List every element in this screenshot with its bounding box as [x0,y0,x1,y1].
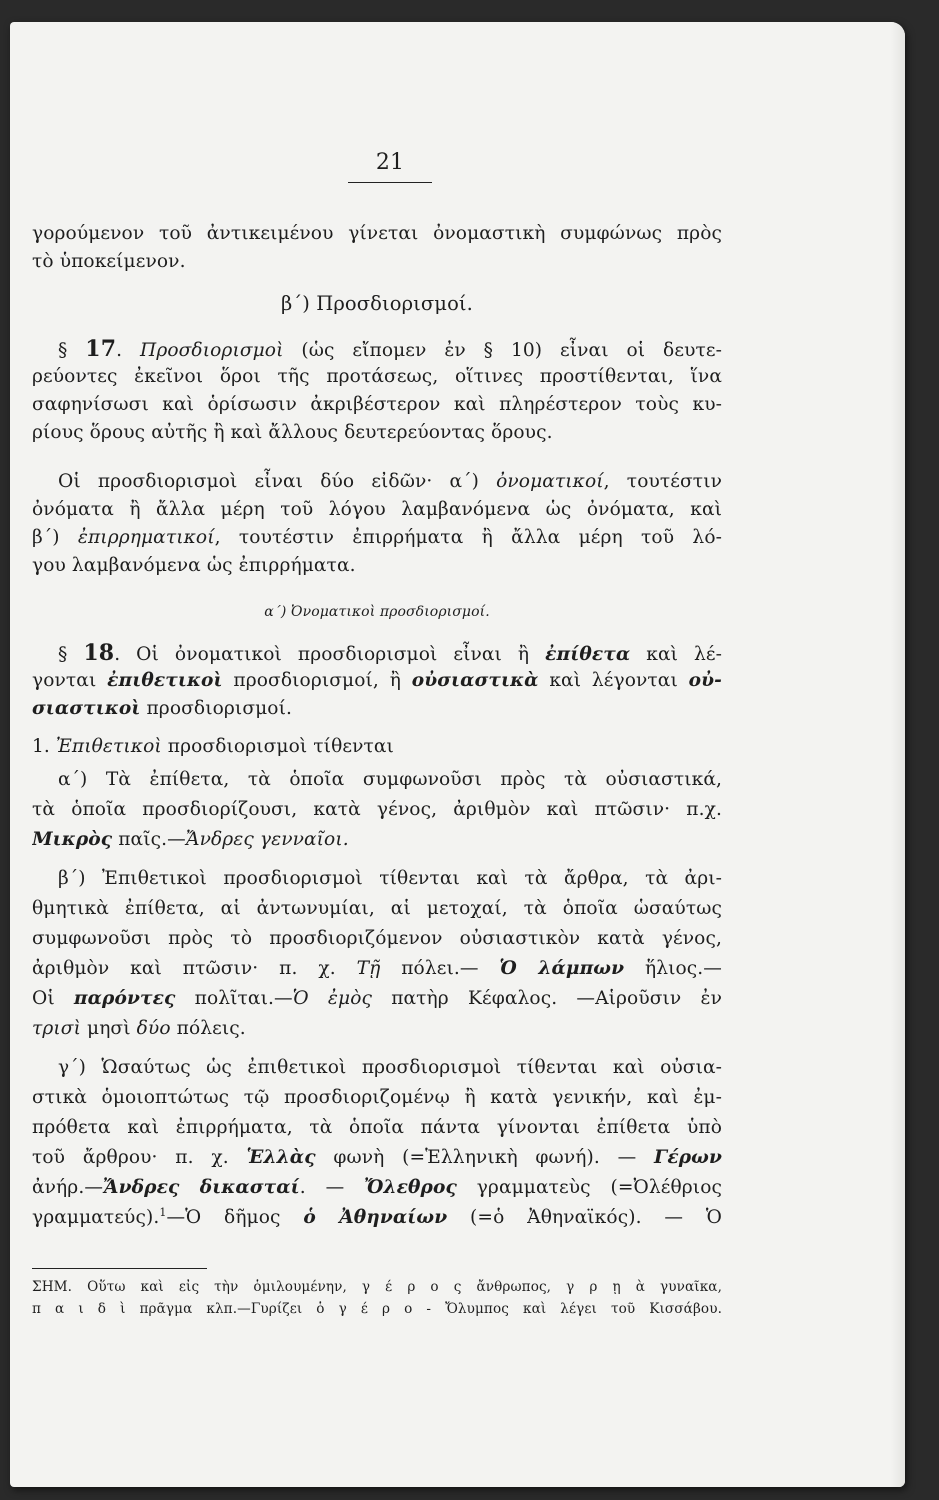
page-edge [891,22,905,1487]
text-line: ἀριθμὸν καὶ πτῶσιν· π. χ. Τῇ πόλει.— Ὁ λάμπων ἥλιος.— [32,958,722,979]
section-heading: β΄) Προσδιορισμοί. [281,292,473,315]
paragraph-18-start: § 18. Οἱ ὀνοματικοὶ προσδιορισμοὶ εἶναι ἢ ἐπίθετα καὶ λέ- [58,640,722,666]
text-line: τὰ ὁποῖα προσδιορίζουσι, κατὰ γένος, ἀριθμὸν καὶ πτῶσιν· π.χ. [32,799,722,820]
page-number-rule [348,182,432,183]
text-line: πρόθετα καὶ ἐπιρρήματα, τὰ ὁποῖα πάντα γίνονται ἐπίθετα ὑπὸ [32,1117,722,1138]
text-line: τοῦ ἄρθρου· π. χ. Ἑλλὰς φωνὴ (=Ἑλληνικὴ φωνή). — Γέρων [32,1147,722,1168]
subsection-heading: α΄) Ὀνοματικοὶ προσδιορισμοί. [264,604,490,620]
text-line: στικὰ ὁμοιοπτώτως τῷ προσδιοριζομένῳ ἢ κατὰ γενικήν, καὶ ἐμ- [32,1087,722,1108]
text-line: σαφηνίσωσι καὶ ὁρίσωσιν ἀκριβέστερον καὶ πληρέστερον τοὺς κυ- [32,394,722,415]
text-line: ρεύοντες ἐκεῖνοι ὅροι τῆς προτάσεως, οἵτινες προστίθενται, ἵνα [32,366,722,387]
text-line: ρίους ὅρους αὐτῆς ἢ καὶ ἄλλους δευτερεύοντας ὅρους. [32,422,553,443]
text-line: β΄) ἐπιρρηματικοί, τουτέστιν ἐπιρρήματα ἢ ἄλλα μέρη τοῦ λό- [32,527,722,548]
list-item-1: 1. Ἐπιθετικοὶ προσδιορισμοὶ τίθενται [32,736,394,757]
text-line: Οἱ προσδιορισμοὶ εἶναι δύο εἰδῶν· α΄) ὀνοματικοί, τουτέστιν [58,471,722,492]
text-line: σιαστικοὶ προσδιορισμοί. [32,698,292,719]
text-line: γ΄) Ὡσαύτως ὡς ἐπιθετικοὶ προσδιορισμοὶ τίθενται καὶ οὐσια- [58,1057,722,1078]
book-page [10,22,905,1487]
text-line: γορούμενον τοῦ ἀντικειμένου γίνεται ὀνομαστικὴ συμφώνως πρὸς [32,223,722,244]
text-line: ὀνόματα ἢ ἄλλα μέρη τοῦ λόγου λαμβανόμενα ὡς ὀνόματα, καὶ [32,499,722,520]
text-line: θμητικὰ ἐπίθετα, αἱ ἀντωνυμίαι, αἱ μετοχαί, τὰ ὁποῖα ὡσαύτως [32,898,722,919]
footnote-marker: 1 [159,1205,167,1219]
text-line: β΄) Ἐπιθετικοὶ προσδιορισμοὶ τίθενται καὶ τὰ ἄρθρα, τὰ ἀρι- [58,868,722,889]
footnote-line: π α ι δ ὶ πρᾶγμα κλπ.—Γυρίζει ὁ γ έ ρ ο - Ὄλυμπος καὶ λέγει τοῦ Κισσάβου. [32,1301,722,1317]
paragraph-17-start: § 17. Προσδιορισμοὶ (ὡς εἴπομεν ἐν § 10) εἶναι οἱ δευτε- [58,336,722,362]
text-line: τὸ ὑποκείμενον. [32,251,186,272]
text-line: Οἱ παρόντες πολῖται.—Ὁ ἐμὸς πατὴρ Κέφαλος. —Αἱροῦσιν ἐν [32,988,722,1009]
text-line: γου λαμβανόμενα ὡς ἐπιρρήματα. [32,555,356,576]
text-line: α΄) Τὰ ἐπίθετα, τὰ ὁποῖα συμφωνοῦσι πρὸς τὰ οὐσιαστικά, [58,769,722,790]
footnote-rule [32,1268,207,1269]
text-line: Μικρὸς παῖς.—Ἄνδρες γενναῖοι. [32,829,349,850]
text-line: γονται ἐπιθετικοὶ προσδιορισμοί, ἢ οὐσιαστικὰ καὶ λέγονται οὐ- [32,670,722,691]
text-line: ἀνήρ.—Ἄνδρες δικασταί. — Ὄλεθρος γραμματεὺς (=Ὀλέθριος [32,1177,722,1198]
text-line: γραμματεύς).$^1$—Ὁ δῆμος ὁ Ἀθηναίων (=ὁ Ἀθηναϊκός). — Ὁ [32,1205,722,1228]
text-line: τρισὶ μησὶ δύο πόλεις. [32,1018,246,1039]
text-line: συμφωνοῦσι πρὸς τὸ προσδιοριζόμενον οὐσιαστικὸν κατὰ γένος, [32,928,722,949]
footnote-line: ΣΗΜ. Οὕτω καὶ εἰς τὴν ὁμιλουμένην, γ έ ρ ο ς ἄνθρωπος, γ ρ ῃ ὰ γυναῖκα, [32,1279,722,1295]
page-number: 21 [375,150,405,175]
